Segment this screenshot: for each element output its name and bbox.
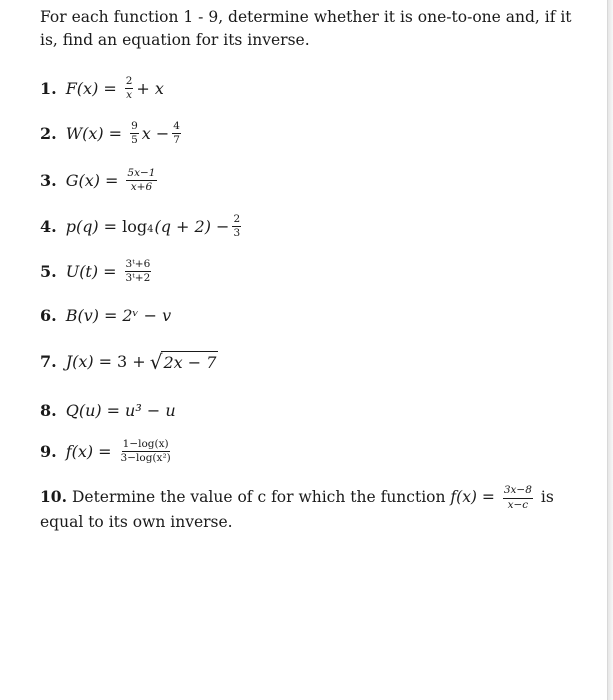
fraction [126, 168, 156, 193]
numerator: 2 [232, 214, 241, 227]
numerator: 1−log(x) [122, 439, 170, 452]
expression-tail: + x [136, 79, 164, 99]
problem-number: 8. [40, 401, 57, 420]
function-name: Q(u) [65, 401, 102, 420]
problem-4: 4. p(q) = log $_4$ (q + 2) − $\frac{2}{3}$ [40, 213, 241, 240]
denominator: 7 [173, 134, 180, 147]
log-function: log [122, 217, 148, 237]
problem-9: 9. f(x) = $\frac{1-\log(x)}{\text{3−log(x²)}}$ [40, 438, 171, 465]
expression-middle: x − [141, 124, 170, 144]
expression: 2ᵛ − v [122, 306, 172, 325]
problem-7: 7. J(x) = 3 + √ 2x − 7 [40, 350, 217, 374]
expression: u³ − u [125, 401, 176, 420]
problem-number: 4. [40, 217, 57, 237]
problem-10: 10. Determine the value of c for which the function f(x) = $\frac{3x-8}{x-c}$ is equal to its own inverse. [40, 484, 554, 531]
denominator: 3ᵗ+2 [125, 272, 151, 285]
numerator: 5x−1 [126, 168, 156, 181]
numerator: 3x−8 [503, 485, 533, 498]
problem-number: 7. [40, 352, 57, 371]
problem-number: 9. [40, 442, 57, 462]
numerator: 4 [172, 121, 181, 134]
fraction [125, 76, 134, 101]
function-name: F(x) [65, 79, 99, 99]
problem-1: 1. F(x) = $\frac{2}{x}$ + x [40, 75, 164, 102]
function-name: f(x) [450, 488, 477, 506]
numerator: 3ᵗ+6 [125, 259, 152, 272]
instructions: For each function 1 - 9, determine whether it is one-to-one and, if it is, find an equation for its inverse. [40, 8, 572, 49]
numerator: 9 [130, 121, 139, 134]
problem-5: 5. U(t) = $\frac{\text{3ᵗ+6}}{\text{3ᵗ+2}}$ [40, 258, 151, 285]
denominator: x [126, 89, 133, 102]
problem-text: Determine the value of c for which the function [71, 488, 446, 506]
function-name: G(x) [65, 171, 100, 191]
square-root: √ 2x − 7 [149, 350, 217, 374]
fraction [232, 214, 241, 239]
fraction [125, 259, 152, 284]
denominator: 3 [233, 227, 241, 240]
function-name: p(q) [65, 217, 99, 237]
numerator: 2 [125, 76, 134, 89]
radicand: 2x − 7 [163, 353, 217, 372]
fraction [120, 439, 172, 464]
page-edge [607, 0, 613, 700]
denominator: 3−log(x²) [120, 452, 171, 465]
problem-number: 2. [40, 124, 57, 144]
denominator: x−c [507, 498, 529, 511]
problem-8: 8. Q(u) = u³ − u [40, 401, 176, 420]
document-page [40, 6, 588, 531]
expression-prefix: 3 + [117, 352, 146, 371]
function-name: f(x) [65, 442, 94, 462]
fraction [503, 485, 533, 510]
problem-text-end: is equal to its own inverse. [40, 488, 554, 531]
problem-number: 6. [40, 306, 57, 325]
function-name: J(x) [65, 352, 94, 371]
problem-3: 3. G(x) = $\frac{5x-1}{x+6}$ [40, 167, 156, 194]
log-base: 4 [147, 224, 154, 236]
function-name: W(x) [65, 124, 104, 144]
function-name: B(v) [65, 306, 99, 325]
denominator: x+6 [130, 181, 153, 194]
problem-number: 5. [40, 262, 57, 282]
problem-number: 3. [40, 171, 57, 191]
fraction [172, 121, 181, 146]
problem-6: 6. B(v) = 2ᵛ − v [40, 306, 172, 325]
denominator: 5 [131, 134, 138, 147]
log-argument: (q + 2) − [154, 217, 230, 237]
function-name: U(t) [65, 262, 99, 282]
fraction [130, 121, 139, 146]
problem-number: 1. [40, 79, 57, 99]
problem-2: 2. W(x) = $\frac{9}{5}$ x − $\frac{4}{7}$ [40, 120, 180, 147]
problem-number: 10. [40, 487, 67, 506]
